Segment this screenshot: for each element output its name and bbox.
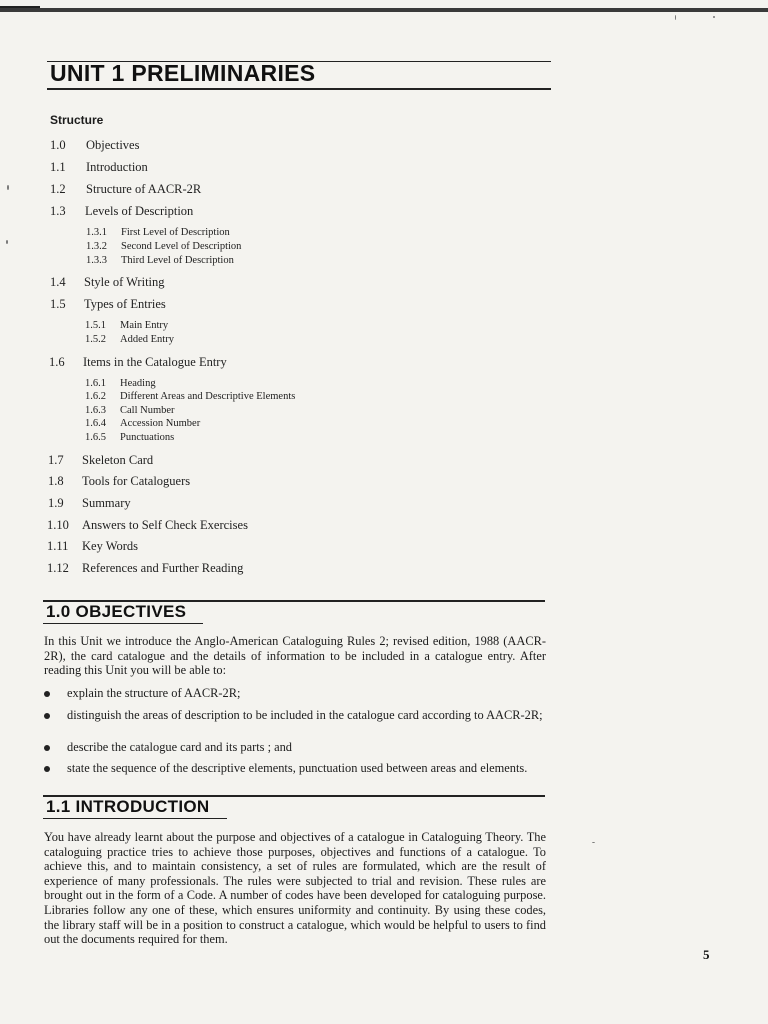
toc-label: Skeleton Card — [82, 453, 154, 467]
bullet-text: explain the structure of AACR-2R; — [67, 686, 241, 700]
toc-label: Main Entry — [120, 320, 169, 331]
toc-number: 1.3.1 — [86, 227, 107, 238]
toc-label: References and Further Reading — [82, 561, 244, 575]
introduction-title: 1.1 INTRODUCTION — [46, 797, 210, 816]
bullet-text: state the sequence of the descriptive elements, punctuation used between areas and elements. — [67, 761, 528, 775]
toc-label: Key Words — [82, 539, 139, 553]
introduction-body: You have already learnt about the purpose and objectives of a catalogue in Cataloguing Theory. The cataloguing practice tries to achieve those purposes, objectives and functions of a catalogue. To achieve this, and to maintain consistency, a set of rules are formulated, which are the result of experience of many professionals. The rules were subjected to trial and revision. These rules are brought out in the form of a Code. A number of codes have been developed for cataloguing purpose. Libraries follow any one of these, which ensures uniformity and continuity. By using these codes, the library staff will be in a position to construct a catalogue, which would be helpful to users to find out the documents required for them. — [44, 830, 546, 947]
toc-label: Tools for Cataloguers — [82, 474, 191, 488]
toc-number: 1.7 — [48, 453, 64, 467]
toc-label: Style of Writing — [84, 275, 165, 289]
toc-label: Items in the Catalogue Entry — [83, 355, 227, 369]
toc-label: Second Level of Description — [121, 241, 242, 252]
toc-label: Types of Entries — [84, 297, 166, 311]
objectives-intro: In this Unit we introduce the Anglo-American Cataloguing Rules 2; revised edition, 1988 (AACR-2R), the card catalogue and the details of information to be included in a catalogue entry. After reading this Unit you will be able to: — [44, 634, 546, 678]
scan-top-border — [0, 8, 768, 12]
toc-number: 1.1 — [50, 160, 66, 174]
objectives-title: 1.0 OBJECTIVES — [46, 602, 187, 621]
toc-label: Call Number — [120, 405, 175, 416]
toc-number: 1.3.3 — [86, 255, 107, 266]
toc-label: Added Entry — [120, 334, 174, 345]
toc-number: 1.6.5 — [85, 432, 106, 443]
toc-label: Third Level of Description — [121, 255, 234, 266]
scan-speck — [7, 185, 9, 190]
toc-number: 1.3.2 — [86, 241, 107, 252]
toc-number: 1.2 — [50, 182, 66, 196]
toc-label: Punctuations — [120, 432, 175, 443]
toc-number: 1.3 — [50, 204, 66, 218]
bullet-icon — [44, 713, 50, 719]
toc-number: 1.6.3 — [85, 405, 106, 416]
objectives-rule-bottom — [43, 623, 203, 624]
bullet-icon — [44, 745, 50, 751]
toc-number: 1.4 — [50, 275, 66, 289]
scan-speck — [675, 15, 676, 20]
scan-speck — [713, 16, 715, 18]
introduction-rule-bottom — [43, 818, 227, 819]
bullet-icon — [44, 766, 50, 772]
toc-number: 1.6 — [49, 355, 65, 369]
toc-number: 1.6.4 — [85, 418, 106, 429]
toc-label: Objectives — [86, 138, 140, 152]
bullet-text: distinguish the areas of description to be included in the catalogue card according to AACR-2R; — [67, 708, 543, 722]
scan-speck — [592, 842, 595, 843]
unit-title-rule-bottom — [47, 88, 551, 90]
toc-number: 1.0 — [50, 138, 66, 152]
toc-label: Accession Number — [120, 418, 201, 429]
toc-number: 1.9 — [48, 496, 64, 510]
scan-speck — [6, 240, 8, 244]
toc-number: 1.5 — [50, 297, 66, 311]
toc-label: Heading — [120, 378, 156, 389]
toc-number: 1.8 — [48, 474, 64, 488]
toc-label: Structure of AACR-2R — [86, 182, 202, 196]
toc-number: 1.6.2 — [85, 391, 106, 402]
toc-label: Summary — [82, 496, 131, 510]
toc-label: Introduction — [86, 160, 148, 174]
toc-label: Answers to Self Check Exercises — [82, 518, 248, 532]
structure-heading: Structure — [50, 113, 104, 127]
toc-number: 1.6.1 — [85, 378, 106, 389]
toc-number: 1.5.2 — [85, 334, 106, 345]
toc-number: 1.12 — [47, 561, 69, 575]
bullet-icon — [44, 691, 50, 697]
toc-label: Different Areas and Descriptive Elements — [120, 391, 296, 402]
toc-number: 1.10 — [47, 518, 69, 532]
toc-label: First Level of Description — [121, 227, 230, 238]
page-number: 5 — [703, 947, 710, 962]
toc-label: Levels of Description — [85, 204, 194, 218]
bullet-text: describe the catalogue card and its parts ; and — [67, 740, 293, 754]
toc-number: 1.5.1 — [85, 320, 106, 331]
unit-title: UNIT 1 PRELIMINARIES — [50, 60, 316, 86]
toc-number: 1.11 — [47, 539, 69, 553]
